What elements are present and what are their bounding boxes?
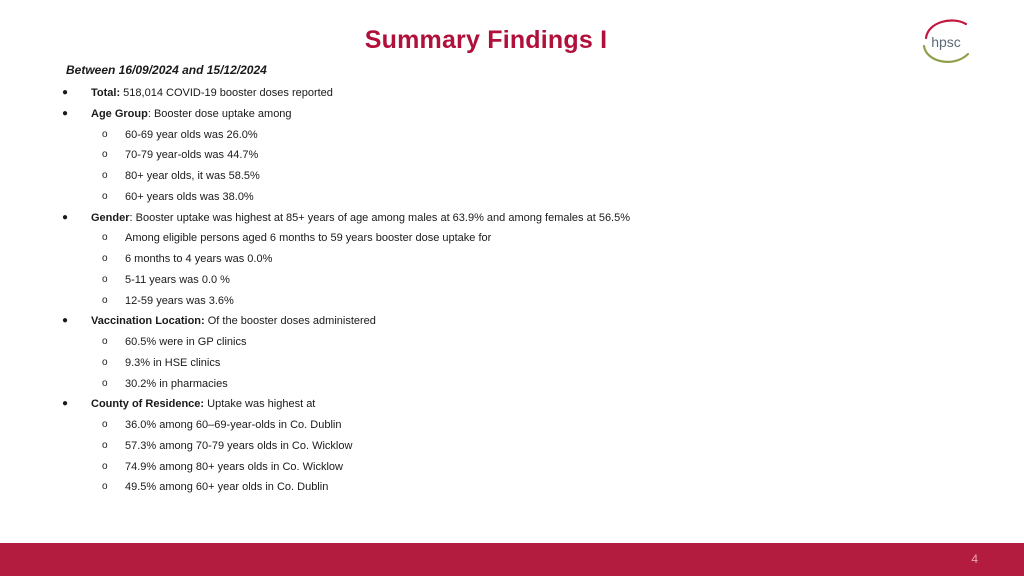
- bullet-vaccination-location: [0, 311, 980, 332]
- date-range-subtitle: Between 16/09/2024 and 15/12/2024: [66, 63, 267, 77]
- bullet-gender: [0, 208, 980, 229]
- hpsc-logo: [918, 14, 974, 68]
- bullet-text: 518,014 COVID-19 booster doses reported: [120, 87, 333, 99]
- sub-bullet: [0, 249, 980, 270]
- bullet-text: : Booster dose uptake among: [147, 107, 292, 120]
- sub-bullet-text: 12-59 years was 3.6%: [125, 294, 234, 307]
- page-number: 4: [971, 552, 978, 566]
- bullet-text: : Booster uptake was highest at 85+ years of age among males at 63.9% and among females at 56.5%: [129, 211, 631, 224]
- sub-bullet: [0, 145, 980, 166]
- circle-bullet-icon: o: [102, 190, 108, 202]
- bullet-dot-icon: ●: [62, 87, 69, 98]
- sub-bullet: [0, 477, 980, 498]
- sub-bullet: [0, 291, 980, 312]
- bullet-text: Uptake was highest at: [204, 398, 316, 411]
- circle-bullet-icon: o: [102, 232, 108, 244]
- circle-bullet-icon: o: [102, 128, 108, 140]
- sub-bullet-text: 5-11 years was 0.0 %: [125, 273, 230, 286]
- sub-bullet-text: 60.5% were in GP clinics: [125, 336, 247, 348]
- bullet-dot-icon: ●: [62, 398, 69, 410]
- sub-bullet-text: 80+ year olds, it was 58.5%: [125, 170, 260, 182]
- sub-bullet: [0, 415, 980, 436]
- sub-bullet-text: 6 months to 4 years was 0.0%: [125, 253, 273, 265]
- bullet-county-of-residence: [0, 394, 980, 415]
- circle-bullet-icon: o: [102, 356, 108, 368]
- sub-bullet: [0, 270, 980, 291]
- circle-bullet-icon: o: [102, 460, 108, 472]
- circle-bullet-icon: o: [102, 149, 108, 161]
- bullet-total: [0, 83, 980, 104]
- bullet-age-group: [0, 104, 980, 125]
- sub-bullet-text: 60-69 year olds was 26.0%: [125, 128, 258, 141]
- sub-bullet: [0, 374, 980, 395]
- sub-bullet-text: Among eligible persons aged 6 months to 59 years booster dose uptake for: [125, 232, 492, 245]
- circle-bullet-icon: o: [102, 294, 108, 306]
- circle-bullet-icon: o: [102, 170, 108, 181]
- sub-bullet: [0, 436, 980, 457]
- bullet-label: Age Group: [91, 107, 148, 120]
- circle-bullet-icon: o: [102, 253, 108, 264]
- sub-bullet-text: 36.0% among 60–69-year-olds in Co. Dublin: [125, 419, 342, 431]
- circle-bullet-icon: o: [102, 377, 108, 389]
- bullet-dot-icon: ●: [62, 211, 69, 223]
- sub-bullet: [0, 457, 980, 478]
- sub-bullet: [0, 332, 980, 353]
- bullet-label: County of Residence:: [91, 398, 205, 411]
- bullet-label: Gender: [91, 211, 130, 224]
- circle-bullet-icon: o: [102, 481, 108, 493]
- sub-bullet-text: 70-79 year-olds was 44.7%: [125, 149, 259, 162]
- bullet-dot-icon: ●: [62, 107, 69, 119]
- slide-title: Summary Findings I: [364, 26, 608, 54]
- sub-bullet-text: 49.5% among 60+ year olds in Co. Dublin: [125, 481, 329, 494]
- sub-bullet: [0, 353, 980, 374]
- circle-bullet-icon: o: [102, 439, 108, 451]
- footer-bar: [0, 543, 1024, 576]
- circle-bullet-icon: o: [102, 273, 108, 285]
- sub-bullet: [0, 125, 980, 146]
- sub-bullet-text: 74.9% among 80+ years olds in Co. Wicklow: [125, 460, 343, 473]
- sub-bullet-text: 60+ years olds was 38.0%: [125, 190, 254, 203]
- sub-bullet: [0, 228, 980, 249]
- sub-bullet: [0, 187, 980, 208]
- bullet-dot-icon: ●: [62, 315, 69, 327]
- sub-bullet-text: 9.3% in HSE clinics: [125, 356, 221, 369]
- circle-bullet-icon: o: [102, 336, 108, 347]
- bullet-label: Vaccination Location:: [91, 315, 205, 328]
- bullet-text: Of the booster doses administered: [204, 315, 376, 328]
- logo-text: hpsc: [931, 34, 961, 50]
- circle-bullet-icon: o: [102, 419, 108, 430]
- sub-bullet-text: 30.2% in pharmacies: [125, 377, 228, 390]
- findings-list: [0, 83, 980, 498]
- bullet-label: Total:: [91, 87, 121, 99]
- sub-bullet-text: 57.3% among 70-79 years olds in Co. Wicklow: [125, 439, 353, 452]
- sub-bullet: [0, 166, 980, 187]
